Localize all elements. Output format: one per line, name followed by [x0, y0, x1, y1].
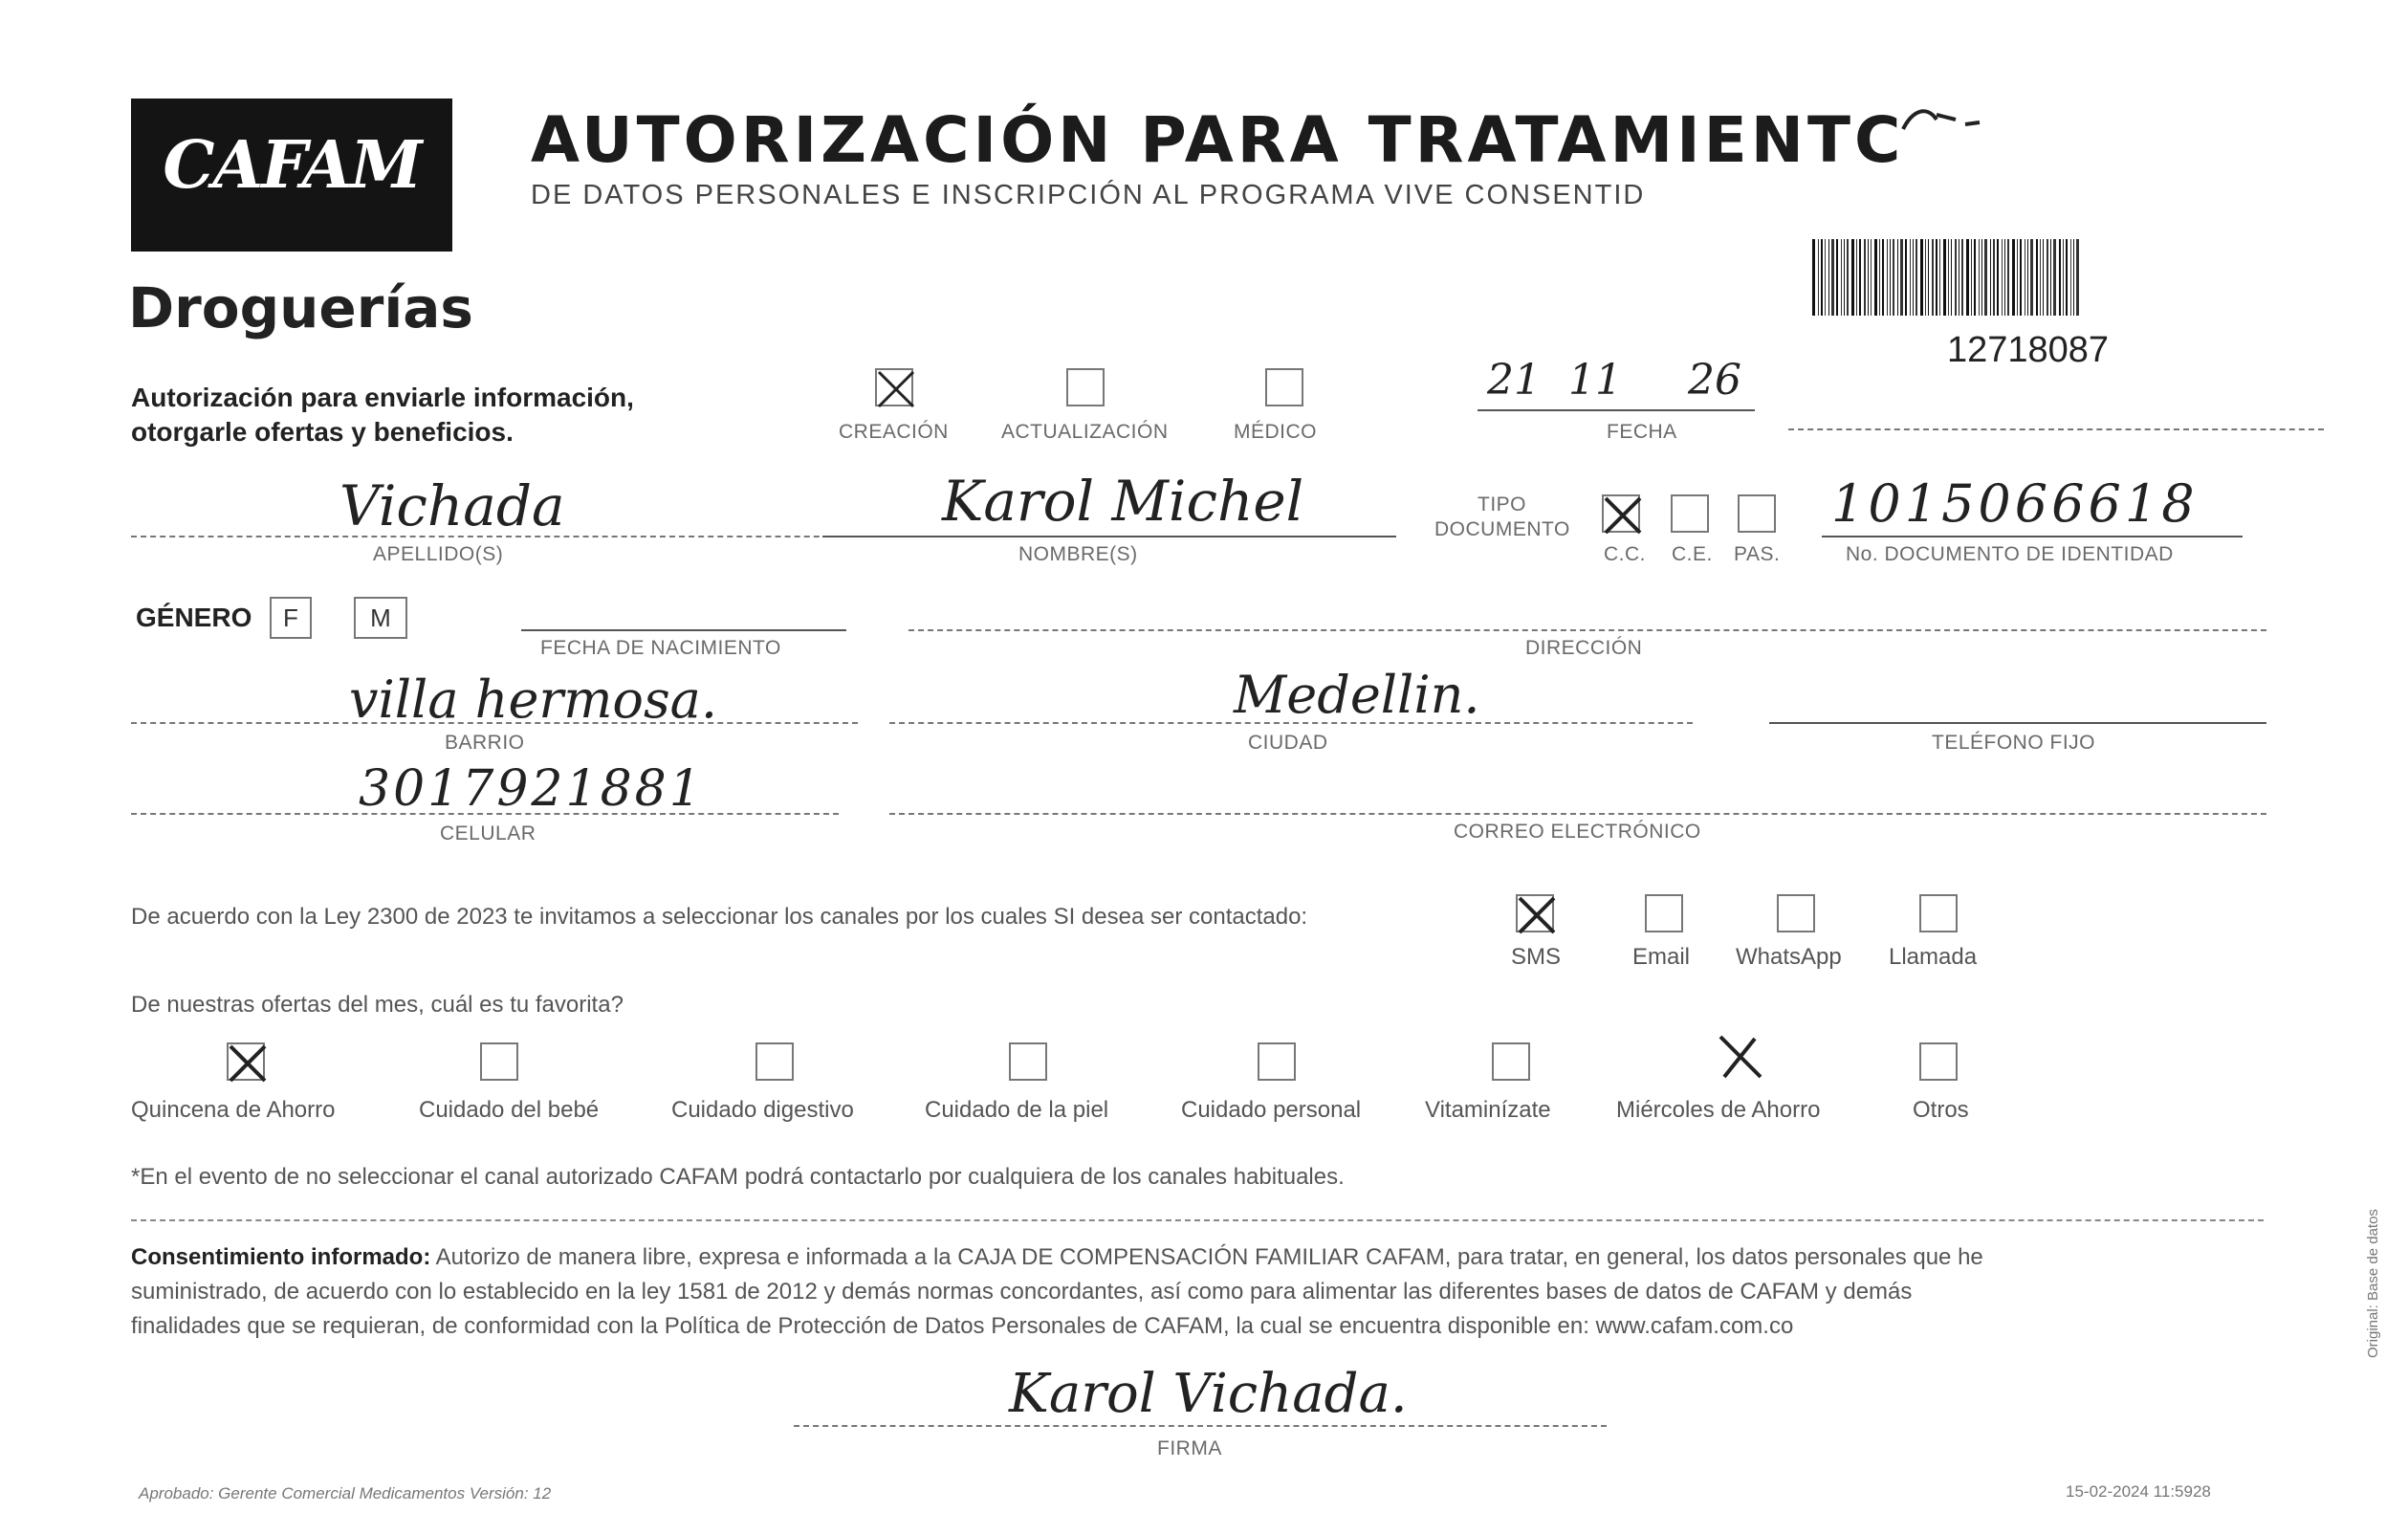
barcode-bar [2040, 239, 2041, 316]
ce-checkbox[interactable] [1671, 494, 1709, 533]
barcode-bar [1841, 239, 1842, 316]
footer-side [2362, 1148, 2385, 1358]
offer-otros-label: Otros [1913, 1097, 1969, 1123]
barcode-bar [1928, 239, 1929, 316]
offers-question: De nuestras ofertas del mes, cuál es tu favorita? [131, 992, 624, 1018]
pas-checkbox[interactable] [1738, 494, 1776, 533]
barcode-bar [1984, 239, 1987, 316]
offer-quincena-label: Quincena de Ahorro [131, 1097, 336, 1123]
doc-type-label-2: DOCUMENTO [1434, 518, 1570, 540]
doc-number-value[interactable]: 1015066618 [1831, 473, 2199, 534]
doc-number-label: No. DOCUMENTO DE IDENTIDAD [1846, 543, 2174, 565]
consent-heading: Consentimiento informado: [131, 1244, 431, 1270]
barcode-bar [1897, 239, 1898, 316]
barcode-bar [2066, 239, 2068, 316]
barrio-label: BARRIO [445, 732, 525, 754]
barcode-bar [1925, 239, 1926, 316]
barcode-bar [2070, 239, 2071, 316]
barcode-bar [1847, 239, 1849, 316]
offer-piel-checkbox[interactable] [1009, 1042, 1047, 1081]
barcode-bar [1864, 239, 1866, 316]
barcode-bar [1936, 239, 1937, 316]
pen-mark [1898, 96, 1984, 134]
offer-quincena-checkbox[interactable] [227, 1042, 265, 1081]
barcode-bar [1882, 239, 1884, 316]
note-divider [131, 1219, 2264, 1221]
barcode-bar [1856, 239, 1857, 316]
barcode-bar [1874, 239, 1877, 316]
barcode-bar [1915, 239, 1917, 316]
birth-label: FECHA DE NACIMIENTO [540, 637, 781, 659]
city-value[interactable]: Medellin. [1234, 665, 1480, 725]
offer-digestivo-checkbox[interactable] [755, 1042, 794, 1081]
barcode-bar [2030, 239, 2033, 316]
city-label: CIUDAD [1248, 732, 1328, 754]
offer-personal-label: Cuidado personal [1181, 1097, 1362, 1123]
barcode-bar [2059, 239, 2061, 316]
offer-piel-label: Cuidado de la piel [925, 1097, 1109, 1123]
brand-subtitle: Droguerías [128, 275, 473, 340]
barcode-bar [1905, 239, 1907, 316]
offer-digestivo-label: Cuidado digestivo [671, 1097, 854, 1123]
date-day[interactable]: 21 [1487, 356, 1541, 405]
logo-text: CAFAM [163, 127, 421, 204]
page-subtitle: DE DATOS PERSONALES E INSCRIPCIÓN AL PROGRAMA VIVE CONSENTID [531, 180, 1646, 210]
cc-label: C.C. [1604, 543, 1646, 565]
barcode-bar [1948, 239, 1949, 316]
barcode-bar [1818, 239, 1819, 316]
barcode-bar [2047, 239, 2048, 316]
barcode-bar [1932, 239, 1934, 316]
note-text: *En el evento de no seleccionar el canal autorizado CAFAM podrá contactarlo por cualquiera de los canales habituales. [131, 1164, 1345, 1190]
barcode-bar [1990, 239, 1991, 316]
barcode [1812, 239, 2195, 316]
barcode-bar [2063, 239, 2064, 316]
email-label: CORREO ELECTRÓNICO [1454, 821, 1701, 843]
barcode-bar [1913, 239, 1914, 316]
consent-text-1: Autorizo de manera libre, expresa e informada a la CAJA DE COMPENSACIÓN FAMILIAR CAFAM, para tratar, en general, los datos personales que he [430, 1244, 1983, 1270]
offer-vitaminizate-label: Vitaminízate [1425, 1097, 1551, 1123]
barcode-bar [2053, 239, 2056, 316]
actualizacion-checkbox[interactable] [1066, 368, 1105, 406]
intro-line-2: otorgarle ofertas y beneficios. [131, 417, 514, 447]
date-label: FECHA [1607, 421, 1677, 443]
whatsapp-checkbox[interactable] [1777, 894, 1815, 932]
signature-value[interactable]: Karol Vichada. [1009, 1363, 1408, 1425]
surname-label: APELLIDO(S) [373, 543, 504, 565]
barcode-bar [1997, 239, 1999, 316]
signature-label: FIRMA [1157, 1437, 1222, 1459]
date-month[interactable]: 11 [1568, 356, 1622, 405]
footer-right: 15-02-2024 11:5928 [2066, 1482, 2211, 1501]
barcode-bar [1943, 239, 1946, 316]
ce-label: C.E. [1672, 543, 1713, 565]
barcode-bar [2002, 239, 2003, 316]
barcode-bar [2050, 239, 2051, 316]
barcode-bar [1979, 239, 1980, 316]
barcode-bar [1981, 239, 1982, 316]
barcode-bar [1900, 239, 1903, 316]
barcode-bar [1851, 239, 1854, 316]
barcode-bar [1961, 239, 1963, 316]
barcode-bar [2036, 239, 2038, 316]
gender-label: GÉNERO [136, 603, 252, 632]
date-trail-line [1788, 428, 2324, 430]
barcode-bar [1868, 239, 1869, 316]
creacion-checkbox[interactable] [875, 368, 913, 406]
barrio-value[interactable]: villa hermosa. [349, 669, 718, 730]
llamada-checkbox[interactable] [1919, 894, 1958, 932]
offer-bebe-checkbox[interactable] [480, 1042, 518, 1081]
medico-label: MÉDICO [1234, 421, 1317, 443]
sms-label: SMS [1511, 944, 1562, 970]
barcode-bar [1974, 239, 1976, 316]
actualizacion-label: ACTUALIZACIÓN [1001, 421, 1169, 443]
signature-line [794, 1425, 1607, 1427]
gender-m-box[interactable] [354, 597, 407, 639]
medico-checkbox[interactable] [1265, 368, 1303, 406]
barcode-number: 12718087 [1947, 330, 2110, 370]
offer-miercoles-label: Miércoles de Ahorro [1616, 1097, 1821, 1123]
names-value[interactable]: Karol Michel [942, 469, 1304, 534]
barcode-bar [1859, 239, 1861, 316]
barcode-bar [1812, 239, 1815, 316]
barcode-bar [1955, 239, 1957, 316]
email-line [889, 813, 2266, 815]
creacion-label: CREACIÓN [839, 421, 949, 443]
barcode-bar [2012, 239, 2015, 316]
gender-f-letter: F [283, 603, 298, 632]
consent-line-3: finalidades que se requieran, de conformidad con la Política de Protección de Datos Personales de CAFAM, la cual se encuentra disponible en: www.cafam.com.co [131, 1313, 1794, 1339]
offer-vitaminizate-checkbox[interactable] [1492, 1042, 1530, 1081]
offer-bebe-label: Cuidado del bebé [419, 1097, 600, 1123]
cell-value[interactable]: 3017921881 [359, 760, 704, 818]
date-line [1478, 409, 1755, 411]
address-label: DIRECCIÓN [1525, 637, 1643, 659]
barcode-bar [1831, 239, 1834, 316]
barcode-bar [2017, 239, 2018, 316]
birth-line [521, 629, 846, 631]
barcode-bar [1971, 239, 1972, 316]
barcode-bar [2007, 239, 2009, 316]
gender-f-box[interactable] [270, 597, 312, 639]
barcode-bar [1828, 239, 1829, 316]
phone-line [1769, 722, 2266, 724]
whatsapp-label: WhatsApp [1736, 944, 1842, 970]
names-label: NOMBRE(S) [1018, 543, 1138, 565]
email-checkbox[interactable] [1645, 894, 1683, 932]
barcode-bar [2027, 239, 2028, 316]
footer-side-text: Original: Base de datos [2365, 1209, 2381, 1358]
barcode-bar [1920, 239, 1923, 316]
consent-line-2: suministrado, de acuerdo con lo establecido en la ley 1581 de 2012 y demás normas concordantes, así como para alimentar las diferentes bases de datos de CAFAM y demás [131, 1279, 1913, 1305]
barcode-bar [2076, 239, 2079, 316]
cc-checkbox[interactable] [1602, 494, 1640, 533]
consent-line-1 [131, 1240, 2264, 1275]
barcode-bar [1825, 239, 1826, 316]
barcode-bar [1844, 239, 1845, 316]
offer-miercoles-checkbox[interactable] [1717, 1033, 1764, 1081]
gender-m-letter: M [370, 603, 391, 632]
barcode-bar [1890, 239, 1891, 316]
barcode-bar [1879, 239, 1880, 316]
email-option-label: Email [1632, 944, 1691, 970]
doc-type-label-1: TIPO [1478, 493, 1527, 515]
barcode-bar [1966, 239, 1969, 316]
barcode-bar [2004, 239, 2005, 316]
barcode-bar [1836, 239, 1838, 316]
cell-label: CELULAR [440, 822, 536, 844]
barcode-bar [2073, 239, 2074, 316]
barcode-bar [2043, 239, 2044, 316]
sms-checkbox[interactable] [1516, 894, 1554, 932]
address-line [908, 629, 2266, 631]
barcode-bar [2020, 239, 2022, 316]
page-title: AUTORIZACIÓN PARA TRATAMIENTC [531, 103, 1905, 177]
offer-personal-checkbox[interactable] [1258, 1042, 1296, 1081]
pas-label: PAS. [1734, 543, 1781, 565]
barcode-bar [1951, 239, 1952, 316]
date-year[interactable]: 26 [1688, 356, 1741, 405]
llamada-label: Llamada [1889, 944, 1978, 970]
barcode-bar [1910, 239, 1911, 316]
phone-label: TELÉFONO FIJO [1932, 732, 2096, 754]
cafam-logo [131, 99, 452, 252]
barcode-bar [1893, 239, 1894, 316]
doc-number-line [1822, 536, 2243, 537]
barcode-bar [1821, 239, 1823, 316]
barcode-bar [1887, 239, 1888, 316]
channels-question: De acuerdo con la Ley 2300 de 2023 te invitamos a seleccionar los canales por los cuales SI desea ser contactado: [131, 904, 1308, 930]
consent-paragraph [131, 1240, 2264, 1344]
footer-left: Aprobado: Gerente Comercial Medicamentos Versión: 12 [139, 1484, 552, 1502]
barcode-bar [1871, 239, 1872, 316]
surname-value[interactable]: Vichada [339, 473, 565, 538]
barcode-bar [1993, 239, 1995, 316]
names-line [822, 536, 1396, 537]
barcode-bar [1939, 239, 1940, 316]
intro-line-1: Autorización para enviarle información, [131, 383, 634, 412]
offer-otros-checkbox[interactable] [1919, 1042, 1958, 1081]
